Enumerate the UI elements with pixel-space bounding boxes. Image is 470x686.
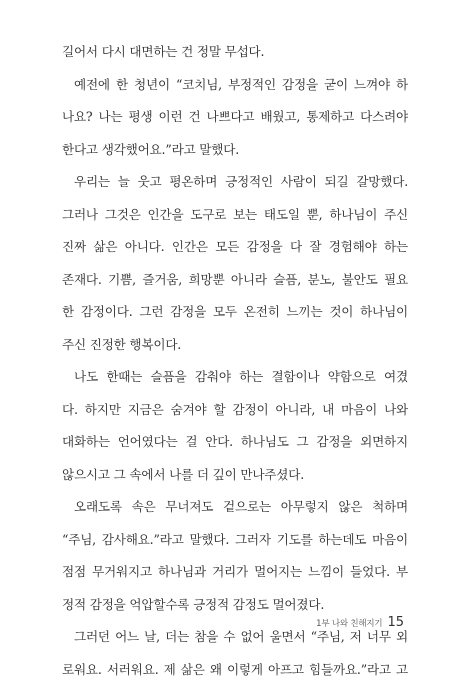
text-line: 존재다. 기쁨, 즐거움, 희망뿐 아니라 슬픔, 분노, 불안도 필요 <box>62 264 408 297</box>
text-line: 정적 감정을 억압할수록 긍정적 감정도 멀어졌다. <box>62 589 408 622</box>
text-line: 점점 무거워지고 하나님과 거리가 멀어지는 느낌이 들었다. 부 <box>62 556 408 589</box>
text-line: 대화하는 언어였다는 걸 안다. 하나님도 그 감정을 외면하지 <box>62 426 408 459</box>
text-line: “주님, 감사해요.”라고 말했다. 그러자 기도를 하는데도 마음이 <box>62 524 408 557</box>
text-line: 그러나 그것은 인간을 도구로 보는 태도일 뿐, 하나님이 주신 <box>62 199 408 232</box>
text-line: 오래도록 속은 무너져도 겉으로는 아무렇지 않은 척하며 <box>62 491 408 524</box>
text-line: 않으시고 그 속에서 나를 더 깊이 만나주셨다. <box>62 459 408 492</box>
body-text <box>62 36 408 686</box>
text-line: 우리는 늘 웃고 평온하며 긍정적인 사람이 되길 갈망했다. <box>62 166 408 199</box>
text-line: 길어서 다시 대면하는 건 정말 무섭다. <box>62 36 408 69</box>
text-line: 나요? 나는 평생 이런 건 나쁘다고 배웠고, 통제하고 다스려야 <box>62 101 408 134</box>
text-line: 로워요. 서러워요. 제 삶은 왜 이렇게 아프고 힘들까요.”라고 고 <box>62 654 408 686</box>
text-line: 한다고 생각했어요.”라고 말했다. <box>62 134 408 167</box>
text-line: 다. 하지만 지금은 숨겨야 할 감정이 아니라, 내 마음이 나와 <box>62 394 408 427</box>
text-line: 주신 진정한 행복이다. <box>62 329 408 362</box>
text-line: 그러던 어느 날, 더는 참을 수 없어 울면서 “주님, 저 너무 외 <box>62 621 408 654</box>
chapter-title: 1부 나와 친해지기 <box>316 617 382 629</box>
page-footer <box>316 615 404 635</box>
text-line: 한 감정이다. 그런 감정을 모두 온전히 느끼는 것이 하나님이 <box>62 296 408 329</box>
text-line: 나도 한때는 슬픔을 감춰야 하는 결함이나 약함으로 여겼 <box>62 361 408 394</box>
page-number: 15 <box>387 615 404 630</box>
text-line: 진짜 삶은 아니다. 인간은 모든 감정을 다 잘 경험해야 하는 <box>62 231 408 264</box>
text-line: 예전에 한 청년이 “코치님, 부정적인 감정을 굳이 느껴야 하 <box>62 69 408 102</box>
